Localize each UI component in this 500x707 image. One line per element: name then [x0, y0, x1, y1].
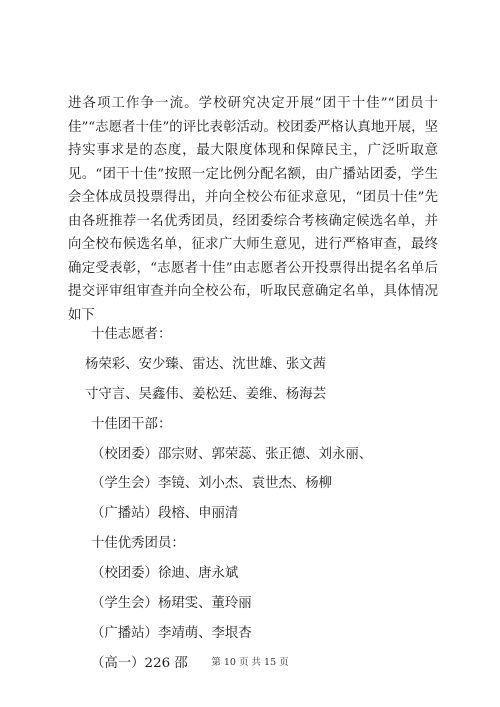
name-line: （学生会）李镜、刘小杰、袁世杰、杨柳 — [91, 476, 333, 492]
name-line: （校团委）徐迪、唐永斌 — [91, 566, 239, 582]
name-line: （广播站）段榕、申丽清 — [91, 506, 239, 522]
name-line: 杨荣彩、安少臻、雷达、沈世雄、张文茜 — [85, 356, 327, 372]
name-line: （学生会）杨珺雯、董玲丽 — [91, 596, 252, 612]
section-heading-volunteers: 十佳志愿者： — [91, 327, 172, 342]
page-number: 第 10 页 共 15 页 — [211, 657, 289, 668]
name-line: （广播站）李靖萌、李垠杏 — [91, 625, 252, 641]
name-line: 寸守言、吴鑫伟、姜松廷、姜维、杨海芸 — [85, 386, 327, 402]
section-heading-members: 十佳优秀团员： — [91, 536, 185, 552]
section-heading-cadres: 十佳团干部： — [91, 416, 172, 432]
honor-list — [85, 320, 451, 679]
name-line: （校团委）邵宗财、郭荣蕊、张正德、刘永丽、 — [91, 446, 373, 462]
body-paragraph: 进各项工作争一流。学校研究决定开展“团干十佳”“团员十佳”“志愿者十佳”的评比表彰活动。校团委严格认真地开展，坚持实事求是的态度，最大限度体现和保障民主，广泛听取意见。“团干十佳”按照一定比例分配名额，由广播站团委，学生会全体成员投票得出，并向全校公布征求意见，“团员十佳”先由各班推荐一名优秀团员，经团委综合考核确定候选名单，并向全校布候选名单，征求广大师生意见，进行严格审查，最终确定受表彰，“志愿者十佳”由志愿者公开投票得出提名名单后提交评审组审查并向全校公布，听取民意确定名单，具体情况如下 — [68, 96, 438, 323]
name-line: （高一）226 邵 — [91, 655, 188, 671]
